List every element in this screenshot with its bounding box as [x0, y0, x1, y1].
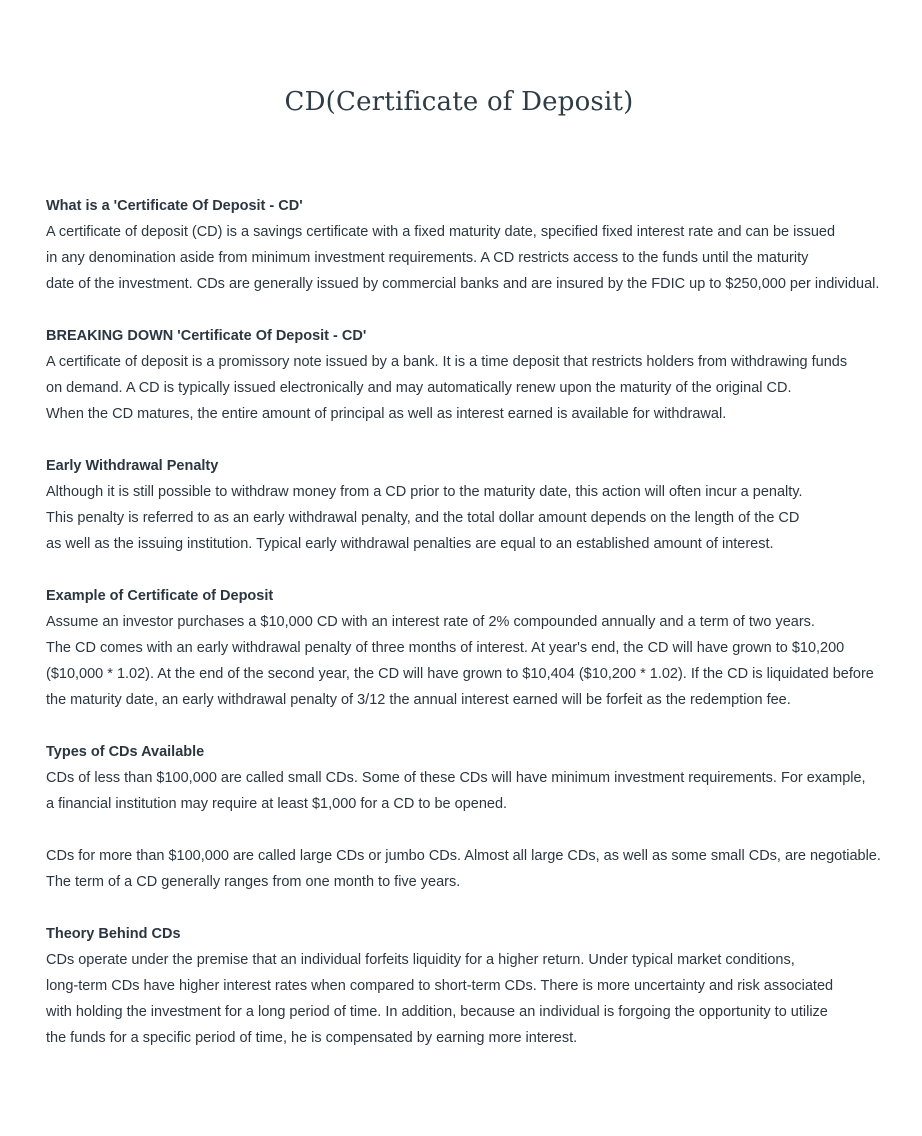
text-line: date of the investment. CDs are generally issued by commercial banks and are insured by the FDIC up to $250,000 per individual. — [46, 276, 880, 292]
section-heading: Early Withdrawal Penalty — [46, 458, 219, 474]
paragraph — [46, 609, 906, 713]
text-line: A certificate of deposit is a promissory note issued by a bank. It is a time deposit that restricts holders from withdrawing funds — [46, 354, 848, 370]
text-line: long-term CDs have higher interest rates when compared to short-term CDs. There is more uncertainty and risk associated — [46, 978, 834, 994]
document-section — [46, 583, 906, 713]
document-section — [46, 453, 906, 557]
section-heading: BREAKING DOWN 'Certificate Of Deposit - CD' — [46, 328, 367, 344]
text-line: Assume an investor purchases a $10,000 CD with an interest rate of 2% compounded annually and a term of two years. — [46, 614, 815, 630]
text-line: This penalty is referred to as an early withdrawal penalty, and the total dollar amount depends on the length of the CD — [46, 510, 800, 526]
section-heading: Theory Behind CDs — [46, 926, 181, 942]
text-line: The term of a CD generally ranges from one month to five years. — [46, 874, 461, 890]
paragraph — [46, 479, 906, 557]
text-line: the funds for a specific period of time, he is compensated by earning more interest. — [46, 1030, 578, 1046]
text-line: with holding the investment for a long period of time. In addition, because an individual is forgoing the opportunity to utilize — [46, 1004, 828, 1020]
text-line: Although it is still possible to withdraw money from a CD prior to the maturity date, this action will often incur a penalty. — [46, 484, 803, 500]
paragraph — [46, 947, 906, 1051]
document-body — [46, 193, 906, 1077]
text-line: ($10,000 * 1.02). At the end of the second year, the CD will have grown to $10,404 ($10,200 * 1.02). If the CD is liquidated before — [46, 666, 874, 682]
text-line: the maturity date, an early withdrawal penalty of 3/12 the annual interest earned will be forfeit as the redemption fee. — [46, 692, 791, 708]
text-line: CDs operate under the premise that an individual forfeits liquidity for a higher return. Under typical market conditions, — [46, 952, 795, 968]
page-title: CD(Certificate of Deposit) — [284, 87, 634, 117]
text-line: in any denomination aside from minimum investment requirements. A CD restricts access to the funds until the maturity — [46, 250, 809, 266]
paragraph — [46, 843, 906, 895]
text-line: as well as the issuing institution. Typical early withdrawal penalties are equal to an established amount of interest. — [46, 536, 774, 552]
text-line: When the CD matures, the entire amount of principal as well as interest earned is available for withdrawal. — [46, 406, 727, 422]
paragraph — [46, 765, 906, 817]
document-section — [46, 323, 906, 427]
document-section — [46, 739, 906, 895]
section-heading: Example of Certificate of Deposit — [46, 588, 274, 604]
text-line: CDs of less than $100,000 are called small CDs. Some of these CDs will have minimum investment requirements. For example, — [46, 770, 866, 786]
text-line: CDs for more than $100,000 are called large CDs or jumbo CDs. Almost all large CDs, as well as some small CDs, are negotiable. — [46, 848, 881, 864]
section-heading: Types of CDs Available — [46, 744, 205, 760]
document-section — [46, 921, 906, 1051]
document-section — [46, 193, 906, 297]
text-line: a financial institution may require at least $1,000 for a CD to be opened. — [46, 796, 508, 812]
paragraph — [46, 349, 906, 427]
section-heading: What is a 'Certificate Of Deposit - CD' — [46, 198, 303, 214]
text-line: on demand. A CD is typically issued electronically and may automatically renew upon the maturity of the original CD. — [46, 380, 792, 396]
text-line: A certificate of deposit (CD) is a savings certificate with a fixed maturity date, specified fixed interest rate and can be issued — [46, 224, 836, 240]
paragraph-spacer — [46, 817, 906, 843]
paragraph — [46, 219, 906, 297]
text-line: The CD comes with an early withdrawal penalty of three months of interest. At year's end, the CD will have grown to $10,200 — [46, 640, 845, 656]
